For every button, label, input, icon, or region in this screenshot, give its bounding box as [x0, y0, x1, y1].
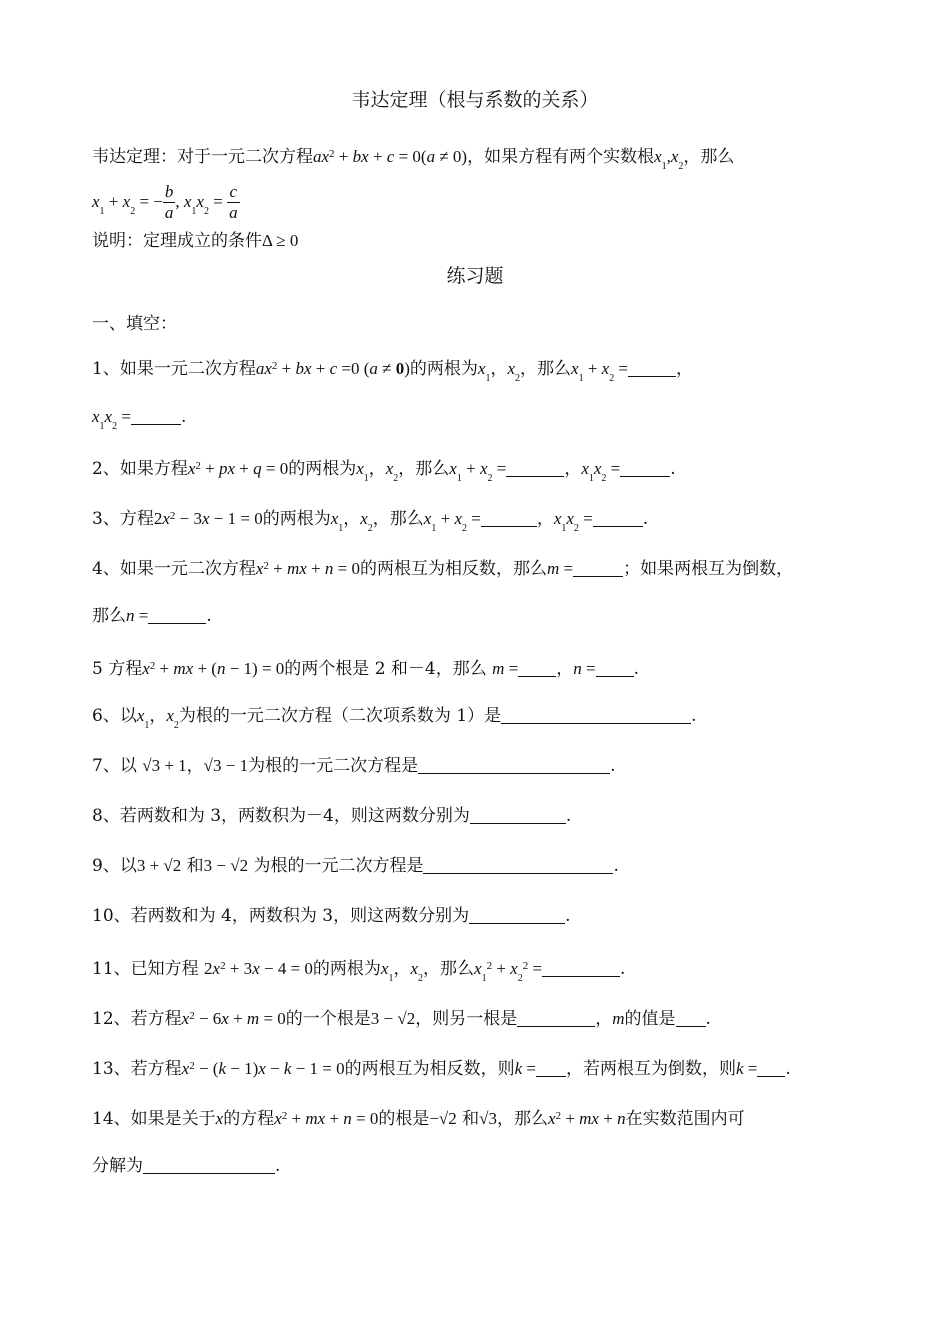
answer-blank[interactable]: [470, 805, 566, 824]
fraction-b-over-a: $\frac{b}{a}$: [164, 182, 174, 222]
answer-blank[interactable]: [418, 755, 610, 774]
question-5: 5 方程$x^2$ + mx + (n − 1) = 0的两个根是 2 和－4，那么 m = ，n = .: [92, 659, 640, 679]
answer-blank[interactable]: [593, 508, 643, 527]
theorem-line: [92, 142, 734, 179]
answer-blank[interactable]: [518, 658, 556, 677]
question-4: 4、如果一元二次方程$x^2$ + mx + n = 0的两根互为相反数，那么m = ；如果两根互为倒数，: [92, 559, 794, 579]
answer-blank[interactable]: [573, 558, 623, 577]
question-11: 11、已知方程 $2x^2 + 3x - 4 = 0$的两根为$x_1$，$x_2$，那么$x_1^2 + x_2^2$ = .: [92, 959, 626, 984]
question-8: 8、若两数和为 3，两数积为－4，则这两数分别为 .: [92, 806, 572, 826]
page-title: 韦达定理（根与系数的关系）: [351, 89, 599, 111]
question-6: 6、以$x_1$，$x_2$为根的一元二次方程（二次项系数为 1）是 .: [92, 706, 697, 731]
question-2: 2、如果方程$x^2$ + px + q = 0的两根为$x_1$，$x_2$，那么$x_1 + x_2$ = ，$x_1x_2$ = .: [92, 459, 676, 484]
theorem-condition: ，如果方程有两个实数根: [467, 147, 655, 167]
answer-blank[interactable]: [469, 905, 565, 924]
answer-blank[interactable]: [423, 855, 613, 874]
question-10: 10、若两数和为 4，两数积为 3，则这两数分别为 .: [92, 906, 571, 926]
theorem-lead: 韦达定理：对于一元二次方程: [92, 147, 313, 167]
question-14-cont: 分解为 .: [92, 1156, 281, 1176]
answer-blank[interactable]: [676, 1008, 706, 1027]
answer-blank[interactable]: [143, 1155, 275, 1174]
answer-blank[interactable]: [148, 605, 206, 624]
section-title: 练习题: [446, 265, 504, 287]
theorem-roots: $x_1,x_2$: [654, 147, 684, 172]
answer-blank[interactable]: [757, 1058, 785, 1077]
theorem-then: ，那么: [683, 147, 735, 167]
question-1-cont: $x_1x_2$ = .: [92, 407, 187, 432]
question-14: 14、如果是关于x的方程$x^2$ + mx + n = 0的根是−√2 和√3，那么$x^2$ + mx + n在实数范围内可: [92, 1109, 745, 1129]
answer-blank[interactable]: [536, 1058, 566, 1077]
answer-blank[interactable]: [542, 958, 620, 977]
answer-blank[interactable]: [620, 458, 670, 477]
question-13: 13、若方程$x^2 - (k - 1)x - k - 1 = 0$的两根互为相反数，则k = ，若两根互为倒数，则k = .: [92, 1059, 791, 1079]
answer-blank[interactable]: [506, 458, 564, 477]
question-7: 7、以 √3 + 1，√3 − 1为根的一元二次方程是 .: [92, 756, 616, 776]
answer-blank[interactable]: [481, 508, 537, 527]
theorem-equation: $ax^2$ + bx + c = 0(a ≠ 0): [313, 147, 468, 166]
fraction-c-over-a: $\frac{c}{a}$: [229, 182, 238, 222]
answer-blank[interactable]: [501, 705, 691, 724]
answer-blank[interactable]: [131, 406, 181, 425]
question-12: 12、若方程$x^2 - 6x + m = 0$的一个根是3 − √2，则另一根是 ，m的值是 .: [92, 1009, 711, 1029]
answer-blank[interactable]: [517, 1008, 595, 1027]
theorem-formula: $x_1 + x_2$ = − $\frac{b}{a}$ , $x_1x_2$ = $\frac{c}{a}$: [92, 182, 238, 222]
question-9: 9、以3 + √2 和3 − √2 为根的一元二次方程是 .: [92, 856, 619, 876]
question-3: 3、方程$2x^2 - 3x - 1 = 0$的两根为$x_1$，$x_2$，那么$x_1 + x_2$ = ，$x_1x_2$ = .: [92, 509, 649, 534]
question-4-cont: 那么n = .: [92, 606, 212, 626]
question-1: 1、如果一元二次方程$ax^2$ + bx + c =0 (a ≠ 0)的两根为$x_1$，$x_2$，那么$x_1 + x_2$ = ，: [92, 359, 694, 384]
answer-blank[interactable]: [596, 658, 634, 677]
theorem-note: 说明：定理成立的条件Δ ≥ 0: [92, 231, 299, 251]
answer-blank[interactable]: [628, 358, 676, 377]
part1-title: 一、填空：: [92, 314, 177, 334]
